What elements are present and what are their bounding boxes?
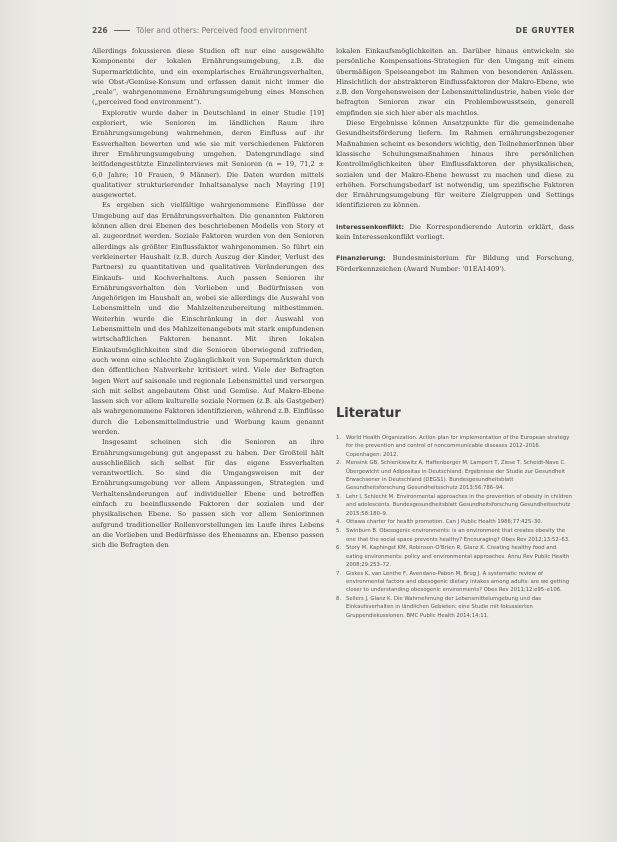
- reference-item: [336, 544, 574, 569]
- paragraph: Diese Ergebnisse können Ansatzpunkte für die gemeindenahe Gesundheitsförderung liefern. Im Rahmen ernährungsbezogener Maßnahmen scheint es besonders wichtig, den TeilnehmerInnen über klassische Schulungsmaßnahmen hinaus ihre persönlichen Kontrollmöglichkeiten über Einflussfaktoren der physikalischen, sozialen und der Makro-Ebene bewusst zu machen und diese zu erhöhen. Forschungsbedarf ist notwendig, um spezifische Faktoren der Ernährungsumgebung für weitere Zielgruppen und Settings identifizieren zu können.: [336, 119, 574, 210]
- running-title: Töler and others: Perceived food environment: [136, 26, 308, 35]
- reference-item: [336, 527, 574, 544]
- paragraph: Allerdings fokussieren diese Studien oft nur eine ausgewählte Komponente der lokalen Ernährungsumgebung, z.B. die Supermarktdichte, und ein exemplarisches Ernährungsverhalten, wie Obst-/Gemüse-Konsum und erfassen damit nicht immer die „reale“, wahrgenommene Ernährungsumgebung eines Menschen („perceived food environment“).: [92, 47, 324, 107]
- reference-text: Story M, Kaphingst KM, Robinson-O'Brien R, Glanz K. Creating healthy food and eating environments: policy and environmental approaches. Annu Rev Public Health 2008;29:253–72.: [346, 545, 570, 568]
- conflict-label: Interessenkonflikt:: [336, 222, 405, 231]
- reference-text: Swinburn B. Obesogenic environments: is an environment that creates obesity the one that the social space prevents healthy? Encouraging? Obes Rev 2012;13:52–63.: [346, 528, 570, 543]
- paragraph: Explorativ wurde daher in Deutschland in einer Studie [19] exploriert, wie Senioren im ländlichen Raum ihre Ernährungsumgebung wahrnehmen, deren Einfluss auf ihr Essverhalten bewerten und wie sie mit verschiedenen Faktoren ihrer Ernährungsumgebung umgehen. Datengrundlage sind leitfadengestützte Einzelinterviews mit Senioren (n = 19, 71,2 ± 6,0 Jahre; 10 Frauen, 9 Männer). Die Daten wurden mittels qualitativer strukturierender Inhaltsanalyse nach Mayring [19] ausgewertet.: [92, 108, 324, 200]
- reference-item: [336, 595, 574, 620]
- reference-item: [336, 518, 574, 526]
- reference-number: 3.: [336, 494, 342, 501]
- reference-item: [336, 434, 574, 459]
- reference-item: [336, 570, 574, 595]
- reference-text: Ottawa charter for health promotion. Can J Public Health 1986;77:425–30.: [346, 519, 543, 526]
- paragraph: Insgesamt scheinen sich die Senioren an ihre Ernährungsumgebung gut angepasst zu haben. Der Großteil hält ausschließlich sich selbst für das eigene Essverhalten verantwortlich. So sind die Umgangsweisen mit der Ernährungsumgebung vor allem Anpassungen, Strategien und Verhaltensänderungen auf individueller Ebene und betreffen einfach zu beeinflussende Faktoren der sozialen und der physikalischen Ebene. So passen sich vor allem Seniorinnen aufgrund traditioneller Rollenvorstellungen im Laufe ihres Lebens an die Vorlieben und Bedürfnisse des Ehemanns an. Ebenso passen sich die Befragten den: [92, 438, 324, 550]
- header-rule: [114, 30, 130, 31]
- reference-text: World Health Organization. Action plan for implementation of the European strategy for the prevention and control of noncommunicable diseases 2012–2016. Copenhagen: 2012.: [346, 435, 570, 458]
- page-number: 226: [92, 26, 108, 35]
- running-header: [92, 26, 575, 40]
- publisher-name: DE GRUYTER: [515, 26, 575, 35]
- reference-list: [336, 434, 574, 621]
- paragraph: lokalen Einkaufsmöglichkeiten an. Darüber hinaus entwickeln sie persönliche Kompensations-Strategien für den Umgang mit einem übermäßigen Speiseangebot im Rahmen von besonderen Anlässen. Hinsichtlich der abstrakteren Einflussfaktoren der Makro-Ebene, wie z.B. den Vorgehensweisen der Lebensmittelindustrie, haben viele der befragten Senioren zwar ein Problembewusstsein, generell empfinden sie sich hier aber als machtlos.: [336, 47, 574, 117]
- right-column: [336, 46, 574, 274]
- reference-number: 4.: [336, 519, 342, 526]
- reference-text: Mensink GB, Schienkiewitz A, Haftenberger M, Lampert T, Ziese T, Scheidt-Nave C. Übergewicht und Adipositas in Deutschland: Ergebnisse der Studie zur Gesundheit Erwachsener in Deutschland (DEGS1). Bundesgesundheitsblatt Gesundheitsforschung Gesundheitsschutz 2013;56:786–94.: [346, 460, 566, 492]
- reference-text: Sellers J, Glanz K. Die Wahrnehmung der Lebensmittelumgebung und das Einkaufsverhalten in ländlichen Gebieten: eine Studie mit fokussierten Gruppendiskussionen. BMC Public Health 2014;14:11.: [346, 596, 542, 619]
- literature-heading: Literatur: [336, 406, 401, 421]
- reference-number: 7.: [336, 570, 342, 577]
- reference-number: 2.: [336, 460, 342, 467]
- conflict-of-interest: [336, 222, 574, 243]
- reference-text: Giskes K, van Lenthe F, Avendano-Pabon M, Brug J. A systematic review of environmental factors and obesogenic dietary intakes among adults: are we getting closer to understanding obesogenic environments? Obes Rev 2011;12:e95–e106.: [346, 570, 570, 594]
- reference-number: 6.: [336, 545, 342, 552]
- funding-text: Bundesministerium für Bildung und Forschung, Förderkennzeichen (Award Number: '01EA1409').: [336, 254, 574, 273]
- funding-label: Finanzierung:: [336, 254, 386, 263]
- reference-item: [336, 459, 574, 492]
- left-column: [92, 46, 324, 551]
- reference-number: 1.: [336, 435, 342, 441]
- reference-number: 8.: [336, 596, 342, 603]
- funding-statement: [336, 253, 574, 274]
- reference-text: Lehr I, Schlecht M. Environmental approaches in the prevention of obesity in children and adolescents. Bundesgesundheitsblatt Gesundheitsforschung Gesundheitsschutz 2015;58:180–9.: [346, 494, 573, 517]
- reference-number: 5.: [336, 528, 342, 535]
- reference-item: [336, 493, 574, 518]
- conflict-text: Die Korrespondierende Autorin erklärt, dass kein Interessenkonflikt vorliegt.: [336, 222, 574, 242]
- paragraph: Es ergeben sich vielfältige wahrgenommene Einflüsse der Umgebung auf das Ernährungsverhalten. Die genannten Faktoren können allen drei Ebenen des beschriebenen Modells von Story et al. zugeordnet werden. Soziale Faktoren wurden von den Senioren allerdings als größter Einflussfaktor wahrgenommen. So führt ein verkleinerter Haushalt (z.B. durch Auszug der Kinder, Verlust des Partners) zu quantitativen und qualitativen Veränderungen des Einkaufs- und Kochverhaltens. Auch passen Senioren ihr Ernährungsverhalten den Vorlieben und Bedürfnissen von Angehörigen im Haushalt an, wobei sie allerdings die Auswahl von Lebensmitteln und die Mahlzeitenzubereitung mitbestimmen. Weiterhin wurde die Einschränkung in der Auswahl von Lebensmitteln und des Mahlzeitenangebots mit stark empfundenen wirtschaftlichen Faktoren benannt. Mit ihren lokalen Einkaufsmöglichkeiten sind die Senioren überwiegend zufrieden, auch wenn eine schlechte Zugänglichkeit von Supermärkten durch den öffentlichen Nahverkehr kritisiert wird. Viele der Befragten legen Wert auf saisonale und regionale Lebensmittel und versorgen sich mit selbst angebautem Obst und Gemüse. Auf Makro-Ebene lassen sich vor allem kulturelle soziale Normen (z.B. als Gastgeber) als wahrgenommene Faktoren identifizieren, während z.B. Einflüsse durch die Lebensmittelindustrie und Werbung kaum genannt werden.: [92, 201, 324, 436]
